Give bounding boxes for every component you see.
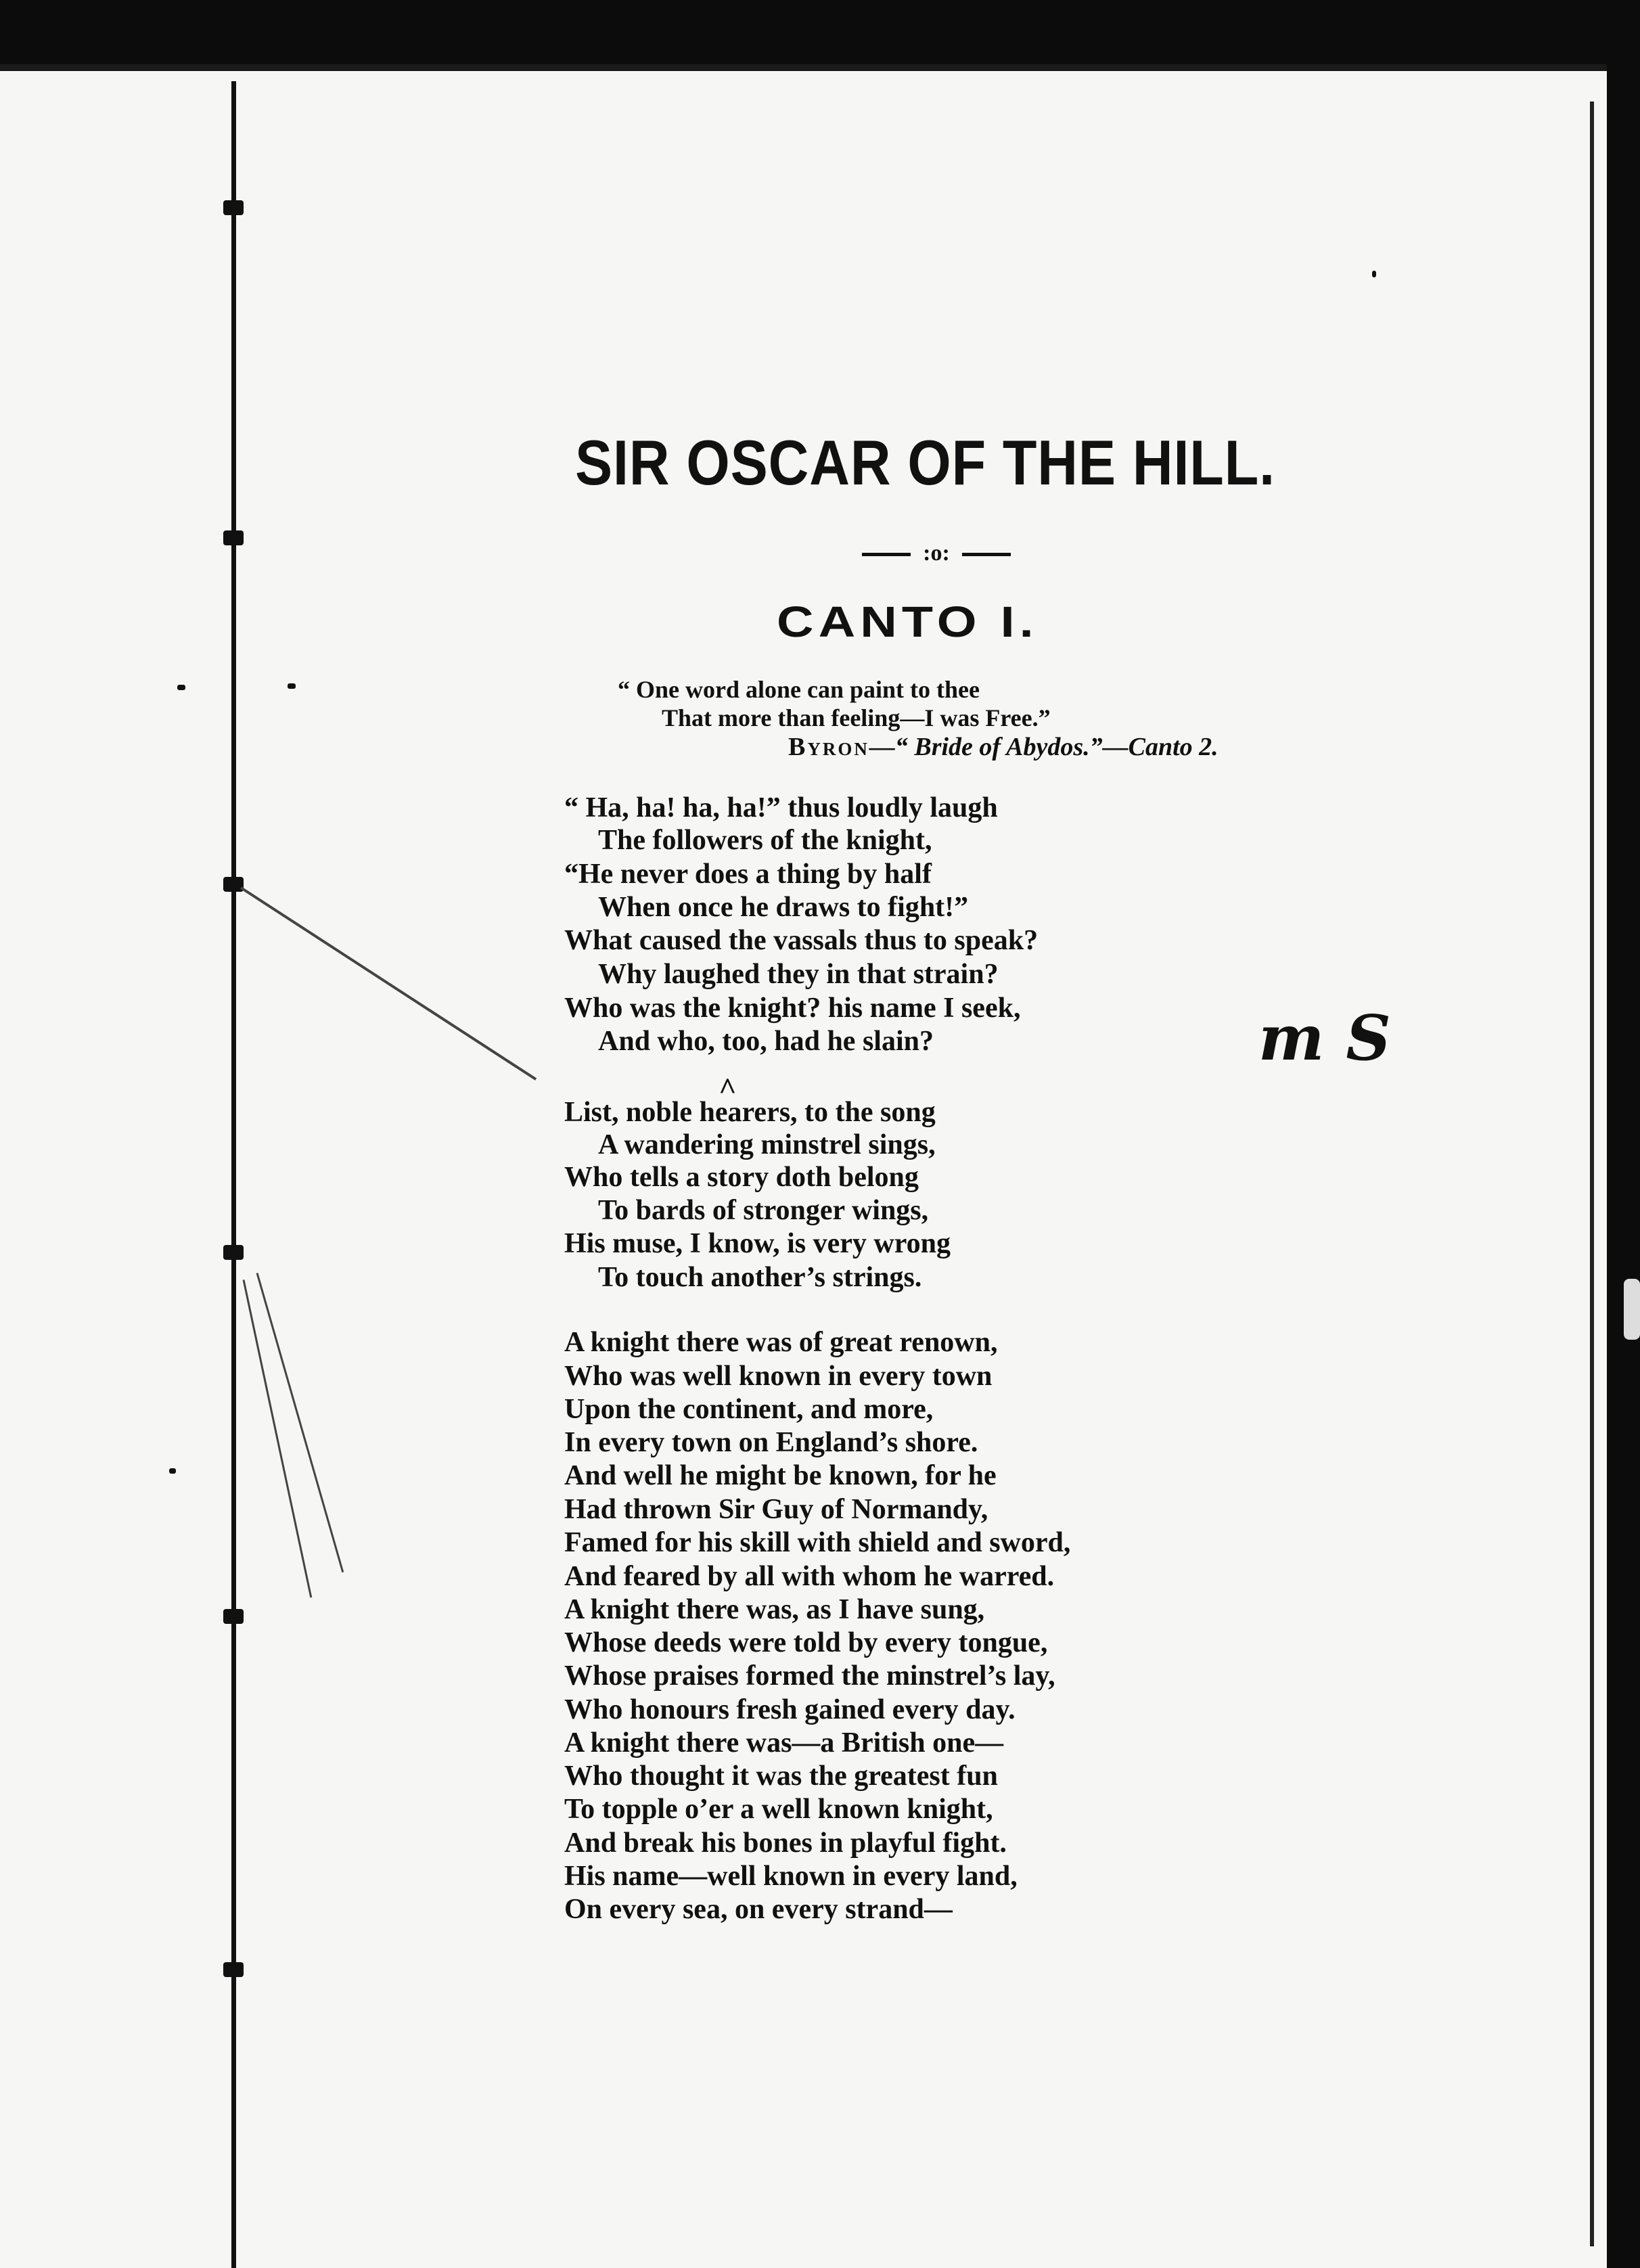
ink-speck xyxy=(169,1468,176,1474)
verse-line: His muse, I know, is very wrong xyxy=(564,1228,951,1259)
verse-line: “ Ha, ha! ha, ha!” thus loudly laugh xyxy=(564,792,998,823)
verse-line: A wandering minstrel sings, xyxy=(598,1129,936,1160)
verse-line: And break his bones in playful fight. xyxy=(564,1828,1007,1859)
binding-stitch xyxy=(223,1609,244,1624)
verse-line: Who was the knight? his name I seek, xyxy=(564,993,1021,1024)
verse-line: Upon the continent, and more, xyxy=(564,1394,934,1425)
verse-line: And who, too, had he slain? xyxy=(598,1026,934,1057)
ink-speck xyxy=(177,685,185,690)
verse-line: A knight there was—a British one— xyxy=(564,1727,1004,1759)
ink-speck xyxy=(288,683,296,689)
verse-line: “He never does a thing by half xyxy=(564,859,932,890)
binding-stitch xyxy=(223,1962,244,1977)
epigraph-author: Byron xyxy=(788,733,869,761)
verse-line: List, noble hearers, to the song xyxy=(564,1097,936,1128)
verse-line: Who tells a story doth belong xyxy=(564,1162,919,1193)
verse-line: Famed for his skill with shield and sword, xyxy=(564,1527,1071,1558)
verse-line: Had thrown Sir Guy of Normandy, xyxy=(564,1494,988,1525)
verse-line: To bards of stronger wings, xyxy=(598,1195,929,1226)
verse-line: Whose praises formed the minstrel’s lay, xyxy=(564,1660,1055,1692)
binding-stitch xyxy=(223,200,244,215)
page-title: SIR OSCAR OF THE HILL. xyxy=(575,427,1275,498)
verse-line: A knight there was of great renown, xyxy=(564,1327,998,1358)
verse-line: Who was well known in every town xyxy=(564,1361,993,1392)
verse-line: To topple o’er a well known knight, xyxy=(564,1794,993,1825)
binding-stitch xyxy=(223,530,244,545)
binding-line xyxy=(231,81,236,2268)
verse-line: On every sea, on every strand— xyxy=(564,1894,953,1925)
verse-line: Why laughed they in that strain? xyxy=(598,959,999,990)
epigraph-line: That more than feeling—I was Free.” xyxy=(662,704,1051,731)
ink-speck xyxy=(1372,271,1376,277)
verse-line: In every town on England’s shore. xyxy=(564,1427,978,1458)
page-right-edge xyxy=(1590,101,1594,2246)
page-top-edge xyxy=(0,64,1607,71)
canto-heading: CANTO I. xyxy=(777,597,1039,646)
handwritten-annotation: m S xyxy=(1258,1001,1391,1074)
edge-blotch xyxy=(1624,1279,1640,1340)
verse-line: His name—well known in every land, xyxy=(564,1861,1018,1892)
verse-line: Who honours fresh gained every day. xyxy=(564,1694,1016,1725)
verse-line: Who thought it was the greatest fun xyxy=(564,1761,998,1792)
verse-line: When once he draws to fight!” xyxy=(598,892,969,923)
verse-line: What caused the vassals thus to speak? xyxy=(564,925,1039,956)
epigraph-line: “ One word alone can paint to thee xyxy=(618,676,980,703)
epigraph-attribution xyxy=(788,732,1218,762)
title-ornament: :o: xyxy=(862,540,1011,567)
verse-line: A knight there was, as I have sung, xyxy=(564,1594,985,1625)
verse-line: To touch another’s strings. xyxy=(598,1262,922,1293)
proofreader-caret: ^ xyxy=(719,1071,737,1106)
verse-line: The followers of the knight, xyxy=(598,825,932,856)
verse-line: And feared by all with whom he warred. xyxy=(564,1561,1055,1592)
binding-stitch xyxy=(223,1245,244,1260)
verse-line: Whose deeds were told by every tongue, xyxy=(564,1627,1048,1658)
epigraph-work: —“ Bride of Abydos.”—Canto 2. xyxy=(869,733,1218,761)
verse-line: And well he might be known, for he xyxy=(564,1460,997,1491)
